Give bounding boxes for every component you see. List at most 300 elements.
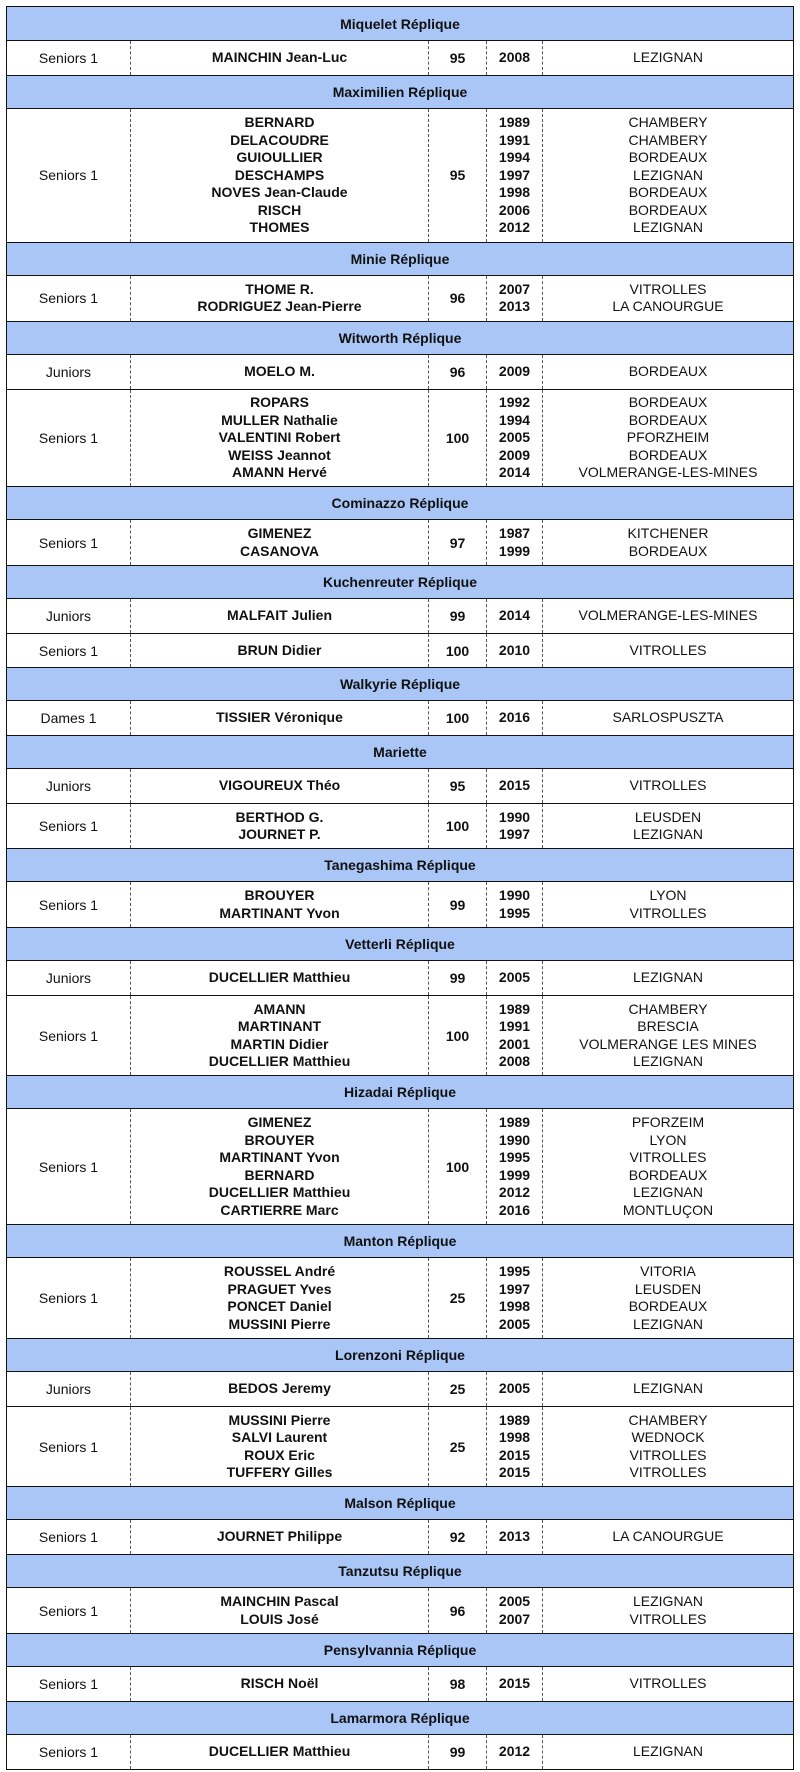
shooter-name-list (219, 394, 341, 482)
score-cell: 96 (429, 355, 487, 389)
category-cell: Seniors 1 (7, 882, 131, 927)
year-list (499, 969, 530, 987)
shooter-name-cell (131, 355, 429, 389)
year-list (499, 1114, 530, 1219)
shooter-name: DELACOUDRE (230, 131, 329, 148)
shooter-name: BEDOS Jeremy (228, 1380, 331, 1397)
record-location: KITCHENER (627, 525, 709, 541)
score-cell: 25 (429, 1372, 487, 1406)
category-cell: Seniors 1 (7, 1735, 131, 1769)
location-list (629, 1593, 706, 1628)
shooter-name: MUSSINI Pierre (228, 1315, 331, 1332)
record-location: CHAMBERY (628, 1411, 708, 1428)
location-cell (543, 1407, 793, 1486)
shooter-name: BERNARD (244, 1166, 315, 1183)
location-list (633, 969, 703, 987)
record-location: LEZIGNAN (632, 1380, 703, 1397)
year-cell (487, 1372, 543, 1406)
record-year: 1998 (498, 184, 531, 200)
shooter-name: ROUSSEL André (223, 1263, 336, 1279)
shooter-name-list (227, 607, 332, 625)
record-year: 1990 (498, 887, 531, 903)
shooter-name: MUSSINI Pierre (228, 1411, 331, 1428)
year-list (499, 1528, 530, 1546)
record-year: 1999 (498, 1166, 531, 1183)
location-cell (543, 1109, 793, 1224)
record-year: 2015 (498, 1464, 531, 1480)
year-list (499, 1743, 530, 1761)
shooter-name-list (219, 887, 339, 922)
record-location: CHAMBERY (628, 1000, 708, 1017)
result-row (7, 1735, 793, 1769)
shooter-name: MARTIN Didier (230, 1035, 329, 1052)
category-cell: Seniors 1 (7, 996, 131, 1075)
shooter-name: ROPARS (250, 394, 309, 410)
section-header-lamarmora-replique: Lamarmora Réplique (7, 1701, 793, 1735)
record-year: 2001 (498, 1035, 531, 1052)
record-location: LEZIGNAN (632, 1593, 703, 1609)
shooter-name: MOELO M. (244, 362, 315, 379)
year-list (499, 1675, 530, 1693)
shooter-name: THOMES (249, 219, 310, 235)
result-row (7, 109, 793, 242)
location-list (579, 394, 758, 482)
shooter-name-list (228, 1380, 331, 1398)
record-location: VITROLLES (629, 1446, 707, 1463)
record-year: 1990 (498, 808, 531, 825)
section-header-miquelet-replique: Miquelet Réplique (7, 7, 793, 41)
location-cell (543, 961, 793, 995)
record-location: BRESCIA (637, 1018, 699, 1034)
year-list (499, 1593, 530, 1628)
record-location: PFORZHEIM (626, 429, 710, 445)
shooter-name: DUCELLIER Matthieu (208, 1184, 351, 1200)
record-year: 1995 (498, 904, 531, 921)
record-location: LEZIGNAN (632, 969, 703, 986)
category-cell: Seniors 1 (7, 1407, 131, 1486)
category-cell: Seniors 1 (7, 1109, 131, 1224)
category-cell: Seniors 1 (7, 276, 131, 321)
shooter-name-list (216, 709, 343, 727)
shooter-name: GUIOULLIER (236, 149, 323, 165)
record-year: 1998 (498, 1298, 531, 1314)
record-location: VITROLLES (629, 1675, 707, 1692)
result-row (7, 961, 793, 995)
record-year: 2005 (498, 1315, 531, 1332)
section-header-kuchenreuter-replique: Kuchenreuter Réplique (7, 565, 793, 599)
record-location: BORDEAUX (628, 184, 708, 200)
section-header-pensylvannia-replique: Pensylvannia Réplique (7, 1633, 793, 1667)
shooter-name: DESCHAMPS (234, 166, 325, 183)
year-cell (487, 390, 543, 487)
score-cell: 98 (429, 1667, 487, 1701)
record-year: 2014 (498, 607, 531, 624)
location-list (629, 887, 706, 922)
shooter-name-cell (131, 1258, 429, 1338)
records-table (6, 6, 794, 1770)
location-list (612, 1528, 723, 1546)
record-location: LEZIGNAN (632, 1743, 703, 1760)
location-cell (543, 1588, 793, 1633)
location-cell (543, 520, 793, 565)
record-location: CHAMBERY (628, 131, 708, 148)
shooter-name-cell (131, 996, 429, 1075)
shooter-name: DUCELLIER Matthieu (208, 1053, 351, 1069)
record-year: 2005 (498, 1593, 531, 1609)
record-year: 1989 (498, 1000, 531, 1017)
shooter-name: RISCH (257, 201, 302, 218)
category-cell: Seniors 1 (7, 1588, 131, 1633)
score-cell: 96 (429, 276, 487, 321)
shooter-name-cell (131, 390, 429, 487)
result-row (7, 389, 793, 487)
location-list (629, 363, 708, 381)
location-cell (543, 599, 793, 633)
record-year: 2008 (498, 49, 531, 66)
year-cell (487, 1520, 543, 1554)
record-year: 1989 (498, 1411, 531, 1428)
record-year: 2014 (498, 464, 531, 480)
shooter-name-list (197, 281, 361, 316)
shooter-name-list (241, 1675, 319, 1693)
record-location: VITROLLES (629, 280, 707, 297)
record-year: 2015 (498, 777, 531, 794)
location-list (633, 1380, 703, 1398)
shooter-name-cell (131, 276, 429, 321)
section-header-tanegashima-replique: Tanegashima Réplique (7, 848, 793, 882)
record-year: 1997 (498, 826, 531, 842)
result-row (7, 1406, 793, 1486)
record-year: 2008 (498, 1053, 531, 1069)
shooter-name: DUCELLIER Matthieu (208, 969, 351, 986)
result-row (7, 701, 793, 735)
shooter-name: PONCET Daniel (227, 1298, 332, 1314)
category-cell: Juniors (7, 599, 131, 633)
record-year: 2005 (498, 429, 531, 445)
year-cell (487, 701, 543, 735)
record-location: VOLMERANGE-LES-MINES (578, 607, 758, 624)
shooter-name-cell (131, 701, 429, 735)
year-list (499, 363, 530, 381)
record-location: VITROLLES (629, 777, 707, 794)
location-cell (543, 41, 793, 75)
category-cell: Juniors (7, 1372, 131, 1406)
shooter-name-list (220, 1593, 338, 1628)
year-cell (487, 109, 543, 242)
record-year: 2010 (498, 641, 531, 658)
section-header-cominazzo-replique: Cominazzo Réplique (7, 486, 793, 520)
year-cell (487, 1588, 543, 1633)
shooter-name: TISSIER Véronique (216, 709, 343, 726)
shooter-name: CARTIERRE Marc (220, 1201, 339, 1218)
record-year: 2009 (498, 362, 531, 379)
location-cell (543, 996, 793, 1075)
record-location: VITORIA (640, 1263, 696, 1279)
record-year: 1991 (498, 1018, 531, 1034)
location-list (629, 777, 706, 795)
shooter-name-cell (131, 1520, 429, 1554)
shooter-name: MALFAIT Julien (227, 607, 332, 624)
record-location: LA CANOURGUE (612, 1528, 724, 1545)
year-list (499, 887, 530, 922)
year-cell (487, 1667, 543, 1701)
shooter-name: RODRIGUEZ Jean-Pierre (197, 298, 362, 314)
shooter-name-cell (131, 961, 429, 995)
year-list (499, 114, 530, 237)
result-row (7, 355, 793, 389)
year-cell (487, 996, 543, 1075)
record-location: BORDEAUX (628, 542, 708, 559)
year-list (499, 642, 530, 660)
location-list (629, 1263, 708, 1333)
category-cell: Seniors 1 (7, 1667, 131, 1701)
shooter-name: VIGOUREUX Théo (218, 777, 341, 794)
shooter-name-cell (131, 1667, 429, 1701)
shooter-name: WEISS Jeannot (228, 446, 331, 463)
result-row (7, 1372, 793, 1406)
shooter-name: MARTINANT Yvon (219, 904, 340, 921)
shooter-name: BROUYER (244, 1131, 315, 1148)
record-year: 2009 (498, 446, 531, 463)
shooter-name: SALVI Laurent (231, 1429, 328, 1445)
shooter-name-list (227, 1412, 333, 1482)
year-cell (487, 1407, 543, 1486)
record-location: VITROLLES (629, 1149, 707, 1165)
location-list (633, 49, 703, 67)
record-location: VOLMERANGE-LES-MINES (578, 464, 758, 480)
shooter-name-list (236, 809, 324, 844)
score-cell: 25 (429, 1407, 487, 1486)
year-cell (487, 41, 543, 75)
year-list (499, 49, 530, 67)
location-list (613, 709, 724, 727)
location-list (629, 1675, 706, 1693)
category-cell: Seniors 1 (7, 41, 131, 75)
record-year: 2007 (498, 1610, 531, 1627)
shooter-name: JOURNET P. (238, 826, 321, 842)
shooter-name: MULLER Nathalie (221, 411, 338, 428)
shooter-name-cell (131, 1372, 429, 1406)
category-cell: Juniors (7, 769, 131, 803)
shooter-name-list (244, 363, 315, 381)
location-cell (543, 1520, 793, 1554)
year-list (499, 1380, 530, 1398)
location-list (633, 809, 703, 844)
shooter-name-list (209, 1743, 351, 1761)
result-row (7, 1667, 793, 1701)
shooter-name: BERTHOD G. (235, 808, 324, 825)
result-row (7, 803, 793, 848)
year-cell (487, 634, 543, 667)
location-cell (543, 769, 793, 803)
result-row (7, 995, 793, 1075)
location-cell (543, 109, 793, 242)
year-cell (487, 961, 543, 995)
record-year: 1994 (498, 411, 531, 428)
section-header-minie-replique: Minie Réplique (7, 242, 793, 276)
location-list (579, 607, 758, 625)
record-year: 2006 (498, 201, 531, 218)
year-list (499, 525, 530, 560)
year-list (499, 709, 530, 727)
record-year: 1995 (498, 1263, 531, 1279)
score-cell: 100 (429, 1109, 487, 1224)
shooter-name-list (211, 114, 347, 237)
score-cell: 99 (429, 882, 487, 927)
year-cell (487, 355, 543, 389)
record-location: PFORZEIM (631, 1114, 705, 1130)
shooter-name-cell (131, 109, 429, 242)
record-location: CHAMBERY (628, 114, 708, 130)
section-header-tanzutsu-replique: Tanzutsu Réplique (7, 1554, 793, 1588)
shooter-name: BROUYER (244, 887, 315, 903)
shooter-name: THOME R. (245, 280, 314, 297)
score-cell: 95 (429, 769, 487, 803)
record-location: BORDEAUX (628, 411, 708, 428)
shooter-name: TUFFERY Gilles (226, 1464, 333, 1480)
record-location: LA CANOURGUE (612, 298, 724, 314)
category-cell: Seniors 1 (7, 1520, 131, 1554)
record-location: BORDEAUX (628, 1166, 708, 1183)
record-year: 1989 (498, 114, 531, 130)
result-row (7, 633, 793, 667)
category-cell: Seniors 1 (7, 390, 131, 487)
year-list (499, 281, 530, 316)
record-location: LEZIGNAN (632, 826, 703, 842)
year-list (499, 1263, 530, 1333)
location-cell (543, 804, 793, 848)
shooter-name: MAINCHIN Pascal (220, 1593, 339, 1609)
record-year: 1994 (498, 149, 531, 165)
score-cell: 99 (429, 599, 487, 633)
location-cell (543, 1258, 793, 1338)
section-header-manton-replique: Manton Réplique (7, 1224, 793, 1258)
record-location: VITROLLES (629, 1464, 707, 1480)
record-year: 1997 (498, 1280, 531, 1297)
record-year: 2016 (498, 1201, 531, 1218)
record-location: LEUSDEN (634, 1280, 702, 1297)
score-cell: 25 (429, 1258, 487, 1338)
result-row (7, 882, 793, 927)
result-row (7, 1588, 793, 1633)
shooter-name: LOUIS José (240, 1610, 319, 1627)
location-cell (543, 701, 793, 735)
section-header-walkyrie-replique: Walkyrie Réplique (7, 667, 793, 701)
shooter-name-cell (131, 41, 429, 75)
record-year: 2016 (498, 709, 531, 726)
year-list (499, 1001, 530, 1071)
score-cell: 100 (429, 996, 487, 1075)
shooter-name-list (240, 525, 319, 560)
shooter-name-cell (131, 1109, 429, 1224)
score-cell: 99 (429, 961, 487, 995)
record-location: BORDEAUX (628, 394, 708, 410)
shooter-name-list (209, 1001, 351, 1071)
record-location: LYON (649, 887, 687, 903)
result-row (7, 41, 793, 75)
section-header-vetterli-replique: Vetterli Réplique (7, 927, 793, 961)
score-cell: 100 (429, 804, 487, 848)
location-list (623, 1114, 713, 1219)
record-year: 2013 (498, 1528, 531, 1545)
record-year: 1990 (498, 1131, 531, 1148)
record-year: 2012 (498, 1743, 531, 1760)
year-cell (487, 1258, 543, 1338)
location-cell (543, 634, 793, 667)
section-header-hizadai-replique: Hizadai Réplique (7, 1075, 793, 1109)
result-row (7, 769, 793, 803)
category-cell: Dames 1 (7, 701, 131, 735)
year-cell (487, 276, 543, 321)
score-cell: 92 (429, 1520, 487, 1554)
location-list (628, 114, 707, 237)
record-location: VOLMERANGE LES MINES (579, 1035, 757, 1052)
shooter-name-cell (131, 1588, 429, 1633)
year-cell (487, 804, 543, 848)
category-cell: Seniors 1 (7, 634, 131, 667)
record-year: 1999 (498, 542, 531, 559)
year-list (499, 394, 530, 482)
shooter-name-cell (131, 882, 429, 927)
year-cell (487, 599, 543, 633)
score-cell: 99 (429, 1735, 487, 1769)
category-cell: Juniors (7, 961, 131, 995)
shooter-name: GIMENEZ (247, 1114, 312, 1130)
year-cell (487, 1735, 543, 1769)
shooter-name-list (224, 1263, 335, 1333)
shooter-name: JOURNET Philippe (216, 1528, 343, 1545)
record-year: 1997 (498, 166, 531, 183)
record-location: LEZIGNAN (632, 1184, 703, 1200)
record-location: LYON (649, 1131, 687, 1148)
category-cell: Seniors 1 (7, 1258, 131, 1338)
record-location: BORDEAUX (628, 446, 708, 463)
record-location: LEZIGNAN (632, 1053, 703, 1069)
section-header-witworth-replique: Witworth Réplique (7, 321, 793, 355)
shooter-name: GIMENEZ (247, 525, 312, 541)
record-location: BORDEAUX (628, 362, 708, 379)
location-cell (543, 355, 793, 389)
location-list (579, 1001, 756, 1071)
location-cell (543, 1667, 793, 1701)
category-cell: Juniors (7, 355, 131, 389)
location-cell (543, 1372, 793, 1406)
shooter-name: AMANN Hervé (232, 464, 327, 480)
shooter-name-cell (131, 634, 429, 667)
result-row (7, 276, 793, 321)
shooter-name: RISCH Noël (240, 1675, 319, 1692)
record-year: 1991 (498, 131, 531, 148)
record-location: SARLOSPUSZTA (612, 709, 724, 726)
shooter-name-list (209, 969, 351, 987)
shooter-name-cell (131, 599, 429, 633)
year-cell (487, 882, 543, 927)
shooter-name-list (237, 642, 321, 660)
shooter-name-cell (131, 1407, 429, 1486)
record-year: 1992 (498, 394, 531, 410)
result-row (7, 1109, 793, 1224)
shooter-name: DUCELLIER Matthieu (208, 1743, 351, 1760)
record-location: LEZIGNAN (632, 166, 703, 183)
shooter-name: MARTINANT Yvon (219, 1149, 340, 1165)
record-location: BORDEAUX (628, 201, 708, 218)
result-row (7, 599, 793, 633)
score-cell: 95 (429, 41, 487, 75)
record-location: VITROLLES (629, 641, 707, 658)
shooter-name-cell (131, 804, 429, 848)
score-cell: 100 (429, 701, 487, 735)
record-year: 1998 (498, 1429, 531, 1445)
